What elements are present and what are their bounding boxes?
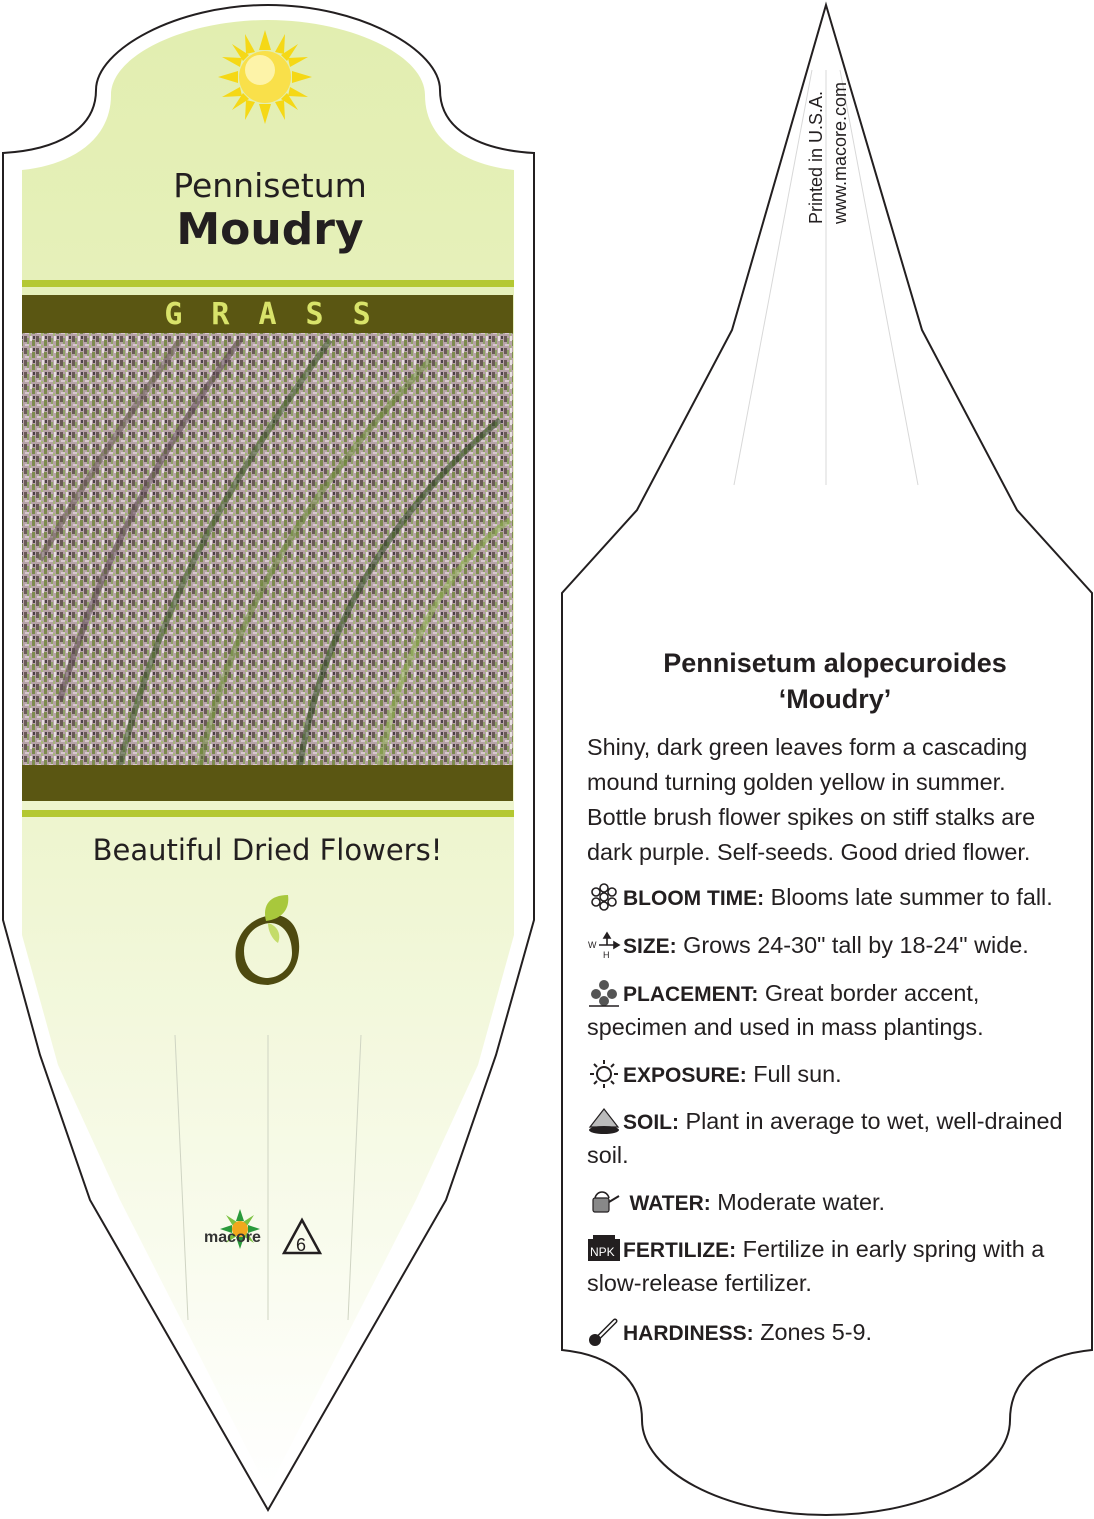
- svg-text:H: H: [603, 950, 610, 959]
- grass-photo: [22, 333, 513, 765]
- svg-text:NPK: NPK: [590, 1245, 615, 1259]
- care-text: Moderate water.: [717, 1189, 885, 1215]
- sun-outline-icon: [587, 1060, 621, 1088]
- sun-icon: [218, 30, 312, 124]
- care-water: [587, 1186, 1067, 1220]
- care-label: SOIL:: [623, 1111, 679, 1134]
- care-text: Full sun.: [753, 1061, 842, 1087]
- size-arrows-icon: [587, 931, 621, 959]
- tagline: Beautiful Dried Flowers!: [92, 833, 443, 867]
- care-text: Zones 5-9.: [760, 1319, 873, 1345]
- care-label: SIZE:: [623, 935, 677, 958]
- botanical-name-line1: Pennisetum alopecuroides: [663, 648, 1007, 678]
- printed-in-label: Printed in U.S.A.: [806, 90, 826, 224]
- care-text: Great border accent, specimen and used in mass plantings.: [587, 980, 984, 1040]
- recycle-code: 6: [295, 1235, 306, 1255]
- thermometer-icon: [587, 1318, 621, 1346]
- care-label: FERTILIZE:: [623, 1239, 737, 1262]
- care-hardiness: [587, 1316, 1067, 1350]
- npk-icon: [587, 1235, 621, 1263]
- category-label: GRASS: [164, 297, 400, 332]
- care-bloom-time: [587, 881, 1067, 915]
- website-label: www.macore.com: [830, 81, 850, 224]
- care-label: HARDINESS:: [623, 1322, 754, 1345]
- care-exposure: [587, 1058, 1067, 1092]
- care-text: Grows 24-30" tall by 18-24" wide.: [683, 932, 1029, 958]
- care-text: Blooms late summer to fall.: [770, 884, 1053, 910]
- care-text: Fertilize in early spring with a slow-release fertilizer.: [587, 1236, 1045, 1296]
- care-size: [587, 929, 1067, 963]
- care-text: Plant in average to wet, well-drained soil.: [587, 1108, 1063, 1168]
- flower-icon: [587, 883, 621, 911]
- care-label: BLOOM TIME:: [623, 887, 765, 910]
- placement-icon: [587, 979, 621, 1007]
- botanical-name: [590, 645, 1080, 717]
- care-label: EXPOSURE:: [623, 1064, 747, 1087]
- care-label: PLACEMENT:: [623, 983, 759, 1006]
- care-label: WATER:: [629, 1192, 711, 1215]
- soil-icon: [587, 1107, 621, 1135]
- care-placement: [587, 977, 1067, 1044]
- care-fertilize: [587, 1233, 1067, 1300]
- common-name: Pennisetum: [173, 166, 367, 205]
- botanical-name-line2: ‘Moudry’: [778, 684, 892, 714]
- svg-text:W: W: [588, 940, 597, 950]
- brand-name: macore: [204, 1229, 261, 1246]
- care-soil: [587, 1105, 1067, 1172]
- watering-can-icon: [587, 1188, 621, 1216]
- seedling-logo-icon: [228, 893, 308, 988]
- cultivar-name: Moudry: [176, 204, 364, 255]
- description: Shiny, dark green leaves form a cascading mound turning golden yellow in summer. Bottle brush flower spikes on stiff stalks are dark purple. Self-seeds. Good dried flower.: [587, 734, 1036, 865]
